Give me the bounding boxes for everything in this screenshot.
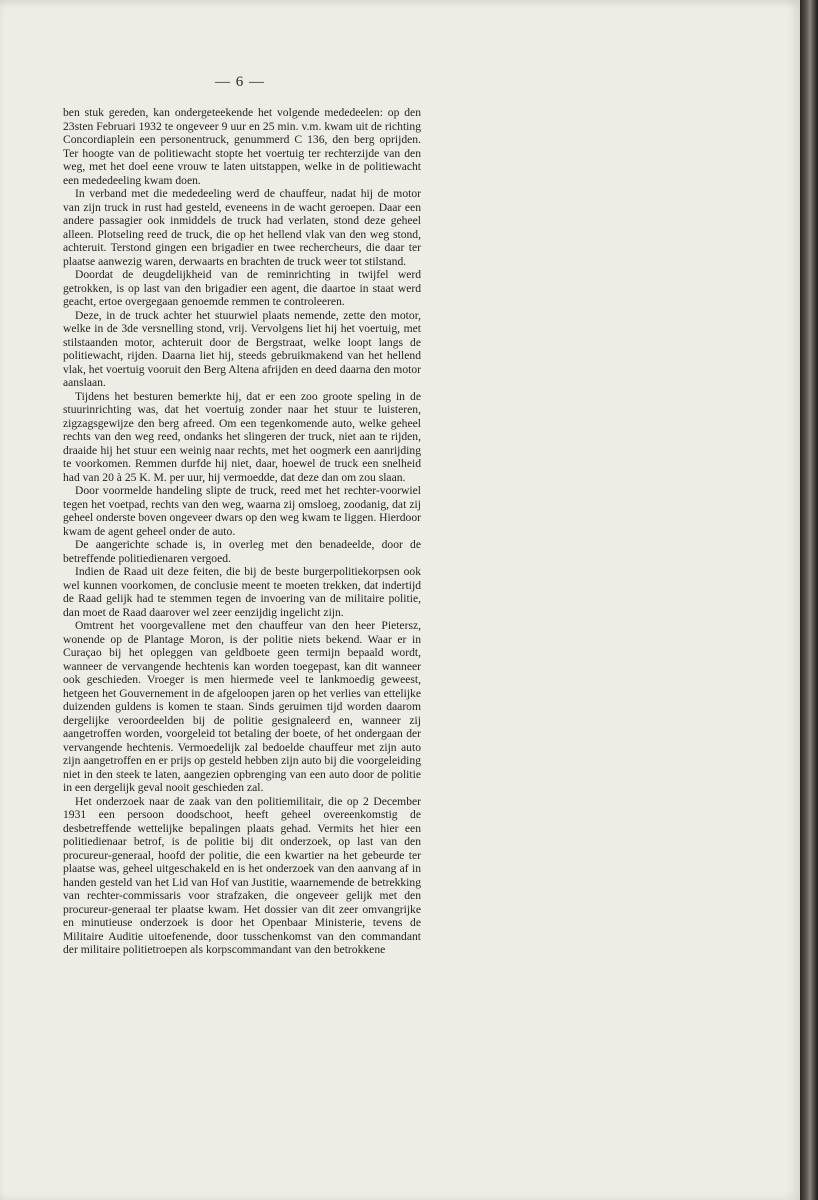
paragraph: Indien de Raad uit deze feiten, die bij de beste burgerpolitiekorpsen ook wel kunnen voorkomen, de conclusie meent te moeten trekken, dat indertijd de Raad gelijk had te stemmen tegen de invoering van de militaire politie, dan moet de Raad daarover wel zeer eenzijdig ingelicht zijn. [63,565,421,619]
paragraph: In verband met die mededeeling werd de chauffeur, nadat hij de motor van zijn truck in rust had gesteld, eveneens in de wacht geroepen. Daar een andere passagier ook inmiddels de truck had verlaten, stond deze geheel alleen. Plotseling reed de truck, die op het hellend vlak van den weg stond, achteruit. Terstond gingen een brigadier en twee rechercheurs, die daar ter plaatse aanwezig waren, derwaarts en brachten de truck weer tot stilstand. [63,187,421,268]
paragraph: Het onderzoek naar de zaak van den politiemilitair, die op 2 December 1931 een persoon doodschoot, heeft geheel overeenkomstig de desbetreffende wettelijke bepalingen plaats gehad. Vermits het hier een politiedienaar betrof, is de politie bij dit onderzoek, op last van den procureur-generaal, hoofd der politie, die een kwartier na het gebeurde ter plaatse was, geheel uitgeschakeld en is het onderzoek van den aanvang af in handen gesteld van het Lid van Hof van Justitie, waarnemende de betrekking van rechter-commissaris voor strafzaken, die ongeveer gelijk met den procureur-generaal ter plaatse kwam. Het dossier van dit zeer omvangrijke en minutieuse onderzoek is door het Openbaar Ministerie, tevens de Militaire Auditie uitoefenende, door tusschenkomst van den commandant der militaire politietroepen als korpscommandant van den betrokkene [63,794,421,956]
paragraph: Door voormelde handeling slipte de truck, reed met het rechter-voorwiel tegen het voetpad, rechts van den weg, waarna zij omsloeg, zoodanig, dat zij geheel onderste boven ongeveer dwars op den weg kwam te liggen. Hierdoor kwam de agent geheel onder de auto. [63,484,421,538]
paragraph: Deze, in de truck achter het stuurwiel plaats nemende, zette den motor, welke in de 3de versnelling stond, vrij. Vervolgens liet hij het voertuig, met stilstaanden motor, achteruit door de Bergstraat, welke loopt langs de politiewacht, rijden. Daarna liet hij, steeds gebruikmakend van het hellend vlak, het voertuig vooruit den Berg Altena afrijden en deed daarna den motor aanslaan. [63,308,421,389]
paragraph: De aangerichte schade is, in overleg met den benadeelde, door de betreffende politiedienaren vergoed. [63,538,421,565]
paragraph: Tijdens het besturen bemerkte hij, dat er een zoo groote speling in de stuurinrichting was, dat het voertuig zonder naar het stuur te luisteren, zigzagsgewijze den berg afreed. Om een tegenkomende auto, welke geheel rechts van den weg reed, ondanks het slingeren der truck, niet aan te rijden, draaide hij het stuur een weinig naar rechts, met het oogmerk een aanrijding te voorkomen. Remmen durfde hij niet, daar, hoewel de truck een snelheid had van 20 à 25 K. M. per uur, hij vermoedde, dat deze dan om zou slaan. [63,389,421,484]
page-number: — 6 — [215,74,265,90]
scan-edge-strip [800,0,818,1200]
paragraph: Omtrent het voorgevallene met den chauffeur van den heer Pietersz, wonende op de Plantage Moron, is der politie niets bekend. Waar er in Curaçao bij het opleggen van geldboete geen termijn bepaald wordt, wanneer de vervangende hechtenis kan worden toegepast, kan dit wanneer ook geschieden. Vroeger is men hiermede veel te lankmoedig geweest, hetgeen het Gouvernement in de afgeloopen jaren op het verlies van ettelijke duizenden guldens is komen te staan. Sinds geruimen tijd worden daarom dergelijke veroordeelden bij de politie gesignaleerd en, wanneer zij aangetroffen worden, voorgeleid tot betaling der boete, of het ondergaan der vervangende hechtenis. Vermoedelijk zal bedoelde chauffeur met zijn auto zijn aangetroffen en er prijs op gesteld hebben zijn auto bij die voorgeleiding niet in den steek te laten, aangezien opbrenging van een auto door de politie in een dergelijk geval nooit geschieden zal. [63,619,421,794]
paragraph: Doordat de deugdelijkheid van de reminrichting in twijfel werd getrokken, is op last van den brigadier een agent, die daartoe in staat werd geacht, ertoe overgegaan genoemde remmen te controleeren. [63,268,421,308]
paragraph: ben stuk gereden, kan ondergeteekende het volgende mededeelen: op den 23sten Februari 1932 te ongeveer 9 uur en 25 min. v.m. kwam uit de richting Concordiaplein een personentruck, genummerd C 136, den berg oprijden. Ter hoogte van de politiewacht stopte het voertuig ter rechterzijde van den weg, met het doel eene vrouw te laten uitstappen, welke in de politiewacht een mededeeling kwam doen. [63,106,421,187]
body-text [63,106,421,957]
